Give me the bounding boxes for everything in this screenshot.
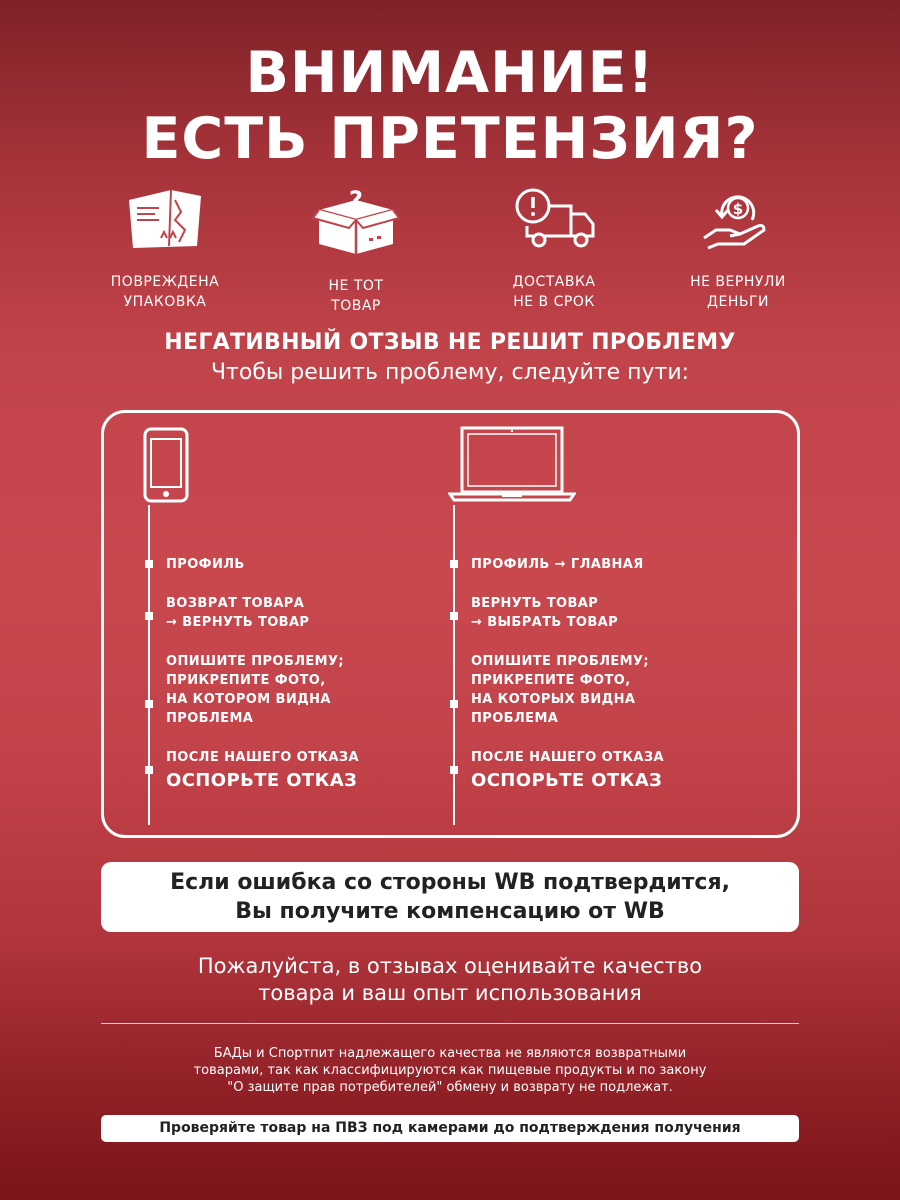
desktop-step-4: ПОСЛЕ НАШЕГО ОТКАЗА ОСПОРЬТЕ ОТКАЗ: [471, 750, 664, 791]
step-marker: [450, 612, 458, 620]
smartphone-icon: [143, 427, 189, 503]
money-refund-icon: [700, 186, 776, 252]
main-heading: НЕГАТИВНЫЙ ОТЗЫВ НЕ РЕШИТ ПРОБЛЕМУ: [164, 330, 736, 355]
step-marker: [450, 560, 458, 568]
compensation-banner: [101, 862, 799, 932]
issue-wrong-item: [266, 186, 446, 316]
title-line-2: ЕСТЬ ПРЕТЕНЗИЯ?: [141, 106, 759, 172]
mobile-step-2: ВОЗВРАТ ТОВАРА → ВЕРНУТЬ ТОВАР: [166, 596, 310, 630]
delivery-truck-icon: [509, 186, 599, 252]
svg-text:?: ?: [349, 186, 363, 214]
compensation-line-1: Если ошибка со стороны WB подтвердится,: [170, 870, 730, 895]
issue-damaged-packaging: [75, 186, 255, 312]
issue-late-delivery: [464, 186, 644, 312]
damaged-box-icon: [125, 186, 205, 252]
step-marker: [145, 560, 153, 568]
step-marker: [145, 612, 153, 620]
desktop-step-1: ПРОФИЛЬ → ГЛАВНАЯ: [471, 557, 644, 572]
review-request: Пожалуйста, в отзывах оценивайте качество товара и ваш опыт использования: [197, 954, 703, 1005]
mobile-step-1: ПРОФИЛЬ: [166, 557, 245, 572]
mobile-step-4: ПОСЛЕ НАШЕГО ОТКАЗА ОСПОРЬТЕ ОТКАЗ: [166, 750, 359, 791]
step-marker: [145, 700, 153, 708]
title-line-1: ВНИМАНИЕ!: [245, 40, 655, 106]
step-marker: [450, 766, 458, 774]
legal-note: БАДы и Спортпит надлежащего качества не являются возвратными товарами, так как классифицируются как пищевые продукты и по закону "О защите прав потребителей" обмену и возврату не подлежат.: [193, 1046, 707, 1095]
mobile-path-line: [148, 505, 150, 825]
issue-no-refund: [648, 186, 828, 312]
question-box-icon: [311, 186, 401, 256]
desktop-step-3: ОПИШИТЕ ПРОБЛЕМУ; ПРИКРЕПИТЕ ФОТО, НА КОТОРЫХ ВИДНА ПРОБЛЕМА: [471, 654, 650, 726]
issue-label: ПОВРЕЖДЕНА УПАКОВКА: [110, 274, 220, 310]
sub-heading: Чтобы решить проблему, следуйте пути:: [210, 360, 690, 385]
step-marker: [450, 700, 458, 708]
issue-label: НЕ ТОТ ТОВАР: [328, 278, 384, 314]
desktop-path-line: [453, 505, 455, 825]
step-marker: [145, 766, 153, 774]
divider: [101, 1023, 799, 1024]
svg-text:$: $: [732, 200, 744, 218]
issue-label: НЕ ВЕРНУЛИ ДЕНЬГИ: [690, 274, 786, 310]
issue-label: ДОСТАВКА НЕ В СРОК: [512, 274, 596, 310]
mobile-step-3: ОПИШИТЕ ПРОБЛЕМУ; ПРИКРЕПИТЕ ФОТО, НА КОТОРОМ ВИДНА ПРОБЛЕМА: [166, 654, 345, 726]
laptop-icon: [448, 426, 576, 502]
footer-notice: Проверяйте товар на ПВЗ под камерами до подтверждения получения: [101, 1115, 799, 1142]
compensation-line-2: Вы получите компенсацию от WB: [235, 899, 665, 924]
desktop-step-2: ВЕРНУТЬ ТОВАР → ВЫБРАТЬ ТОВАР: [471, 596, 619, 630]
